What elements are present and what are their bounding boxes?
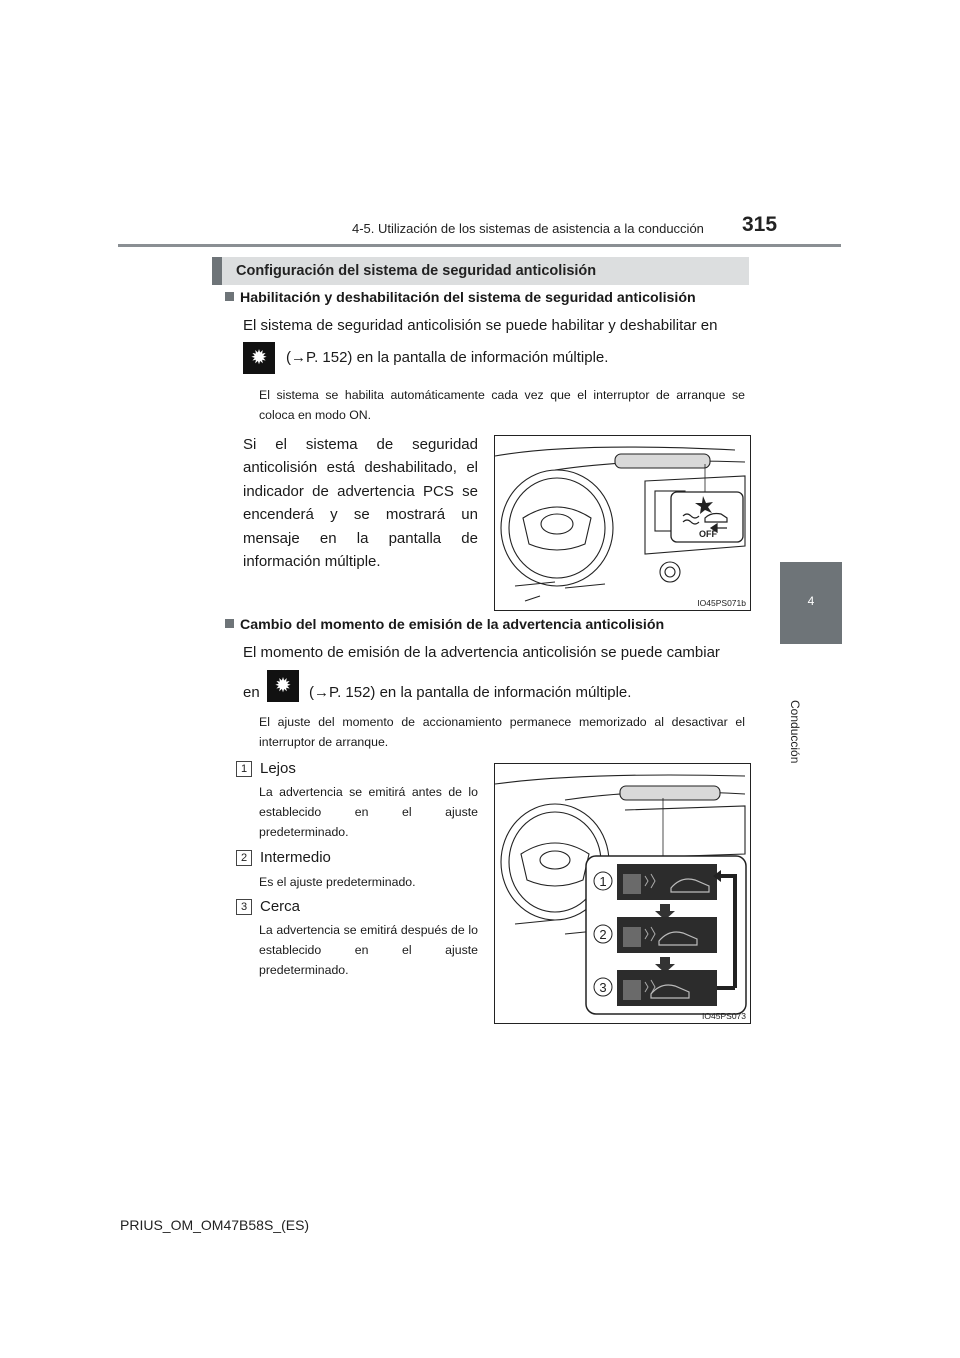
paragraph-timing-line2-post: (→P. 152) en la pantalla de información múltiple. xyxy=(309,684,632,701)
section-heading: Configuración del sistema de seguridad anticolisión xyxy=(236,263,597,279)
bullet-square-icon xyxy=(225,619,234,628)
section-heading-bar xyxy=(212,257,749,285)
paragraph-pcs-indicator: Si el sistema de seguridad anticolisión está deshabilitado, el indicador de advertencia PCS se encenderá y se mostrará un mensaje en la pantalla de información múltiple. xyxy=(243,436,478,571)
chapter-tab-label: Conducción xyxy=(788,700,802,764)
chapter-tab-label-wrap xyxy=(788,630,818,764)
paragraph-timing-line1: El momento de emisión de la advertencia anticolisión se puede cambiar xyxy=(243,644,720,661)
settings-gear-icon: ✹ xyxy=(243,342,275,374)
paragraph-enable-line1: El sistema de seguridad anticolisión se puede habilitar y deshabilitar en xyxy=(243,317,718,334)
page-number: 315 xyxy=(742,213,778,236)
timing-panel-medium xyxy=(617,917,717,953)
subheading-enable-disable: Habilitación y deshabilitación del sistema de seguridad anticolisión xyxy=(225,290,755,306)
paragraph-enable-line2: (→P. 152) en la pantalla de información múltiple. xyxy=(286,349,609,366)
timing-panel-near xyxy=(617,970,717,1006)
item-number-badge: 2 xyxy=(236,850,252,866)
figure-code-073: IO45PS073 xyxy=(702,1011,746,1021)
timing-illustration xyxy=(495,764,750,1023)
item-near-desc: La advertencia se emitirá después de lo establecido en el ajuste predeterminado. xyxy=(259,923,478,977)
off-label: OFF xyxy=(699,529,717,539)
running-header: 4-5. Utilización de los sistemas de asistencia a la conducción xyxy=(352,221,704,236)
item-number-badge: 1 xyxy=(236,761,252,777)
note-auto-enable: El sistema se habilita automáticamente cada vez que el interruptor de arranque se coloca en modo ON. xyxy=(259,388,745,422)
figure-code-071b: IO45PS071b xyxy=(697,598,746,608)
settings-gear-icon: ✹ xyxy=(267,670,299,702)
figure-label-1: 1 xyxy=(599,874,607,889)
item-medium-title: 2 Intermedio xyxy=(236,846,331,870)
figure-pcs-off-dashboard xyxy=(494,435,751,611)
figure-label-3: 3 xyxy=(599,980,607,995)
item-far-title: 1 Lejos xyxy=(236,757,296,781)
item-medium-desc: Es el ajuste predeterminado. xyxy=(259,875,416,889)
dashboard-illustration xyxy=(495,436,750,610)
paragraph-timing-line2-pre: en xyxy=(243,684,260,701)
chapter-tab-number: 4 xyxy=(807,594,815,608)
figure-timing-settings xyxy=(494,763,751,1024)
timing-panel-far xyxy=(617,864,717,900)
header-divider xyxy=(118,244,841,247)
item-far-desc: La advertencia se emitirá antes de lo establecido en el ajuste predeterminado. xyxy=(259,785,478,839)
document-footer: PRIUS_OM_OM47B58S_(ES) xyxy=(120,1217,310,1233)
item-number-badge: 3 xyxy=(236,899,252,915)
bullet-square-icon xyxy=(225,292,234,301)
item-near-title: 3 Cerca xyxy=(236,895,300,919)
subheading-warning-timing: Cambio del momento de emisión de la advertencia anticolisión xyxy=(225,617,755,633)
note-memorized: El ajuste del momento de accionamiento permanece memorizado al desactivar el interruptor de arranque. xyxy=(259,715,745,749)
figure-label-2: 2 xyxy=(599,927,607,942)
